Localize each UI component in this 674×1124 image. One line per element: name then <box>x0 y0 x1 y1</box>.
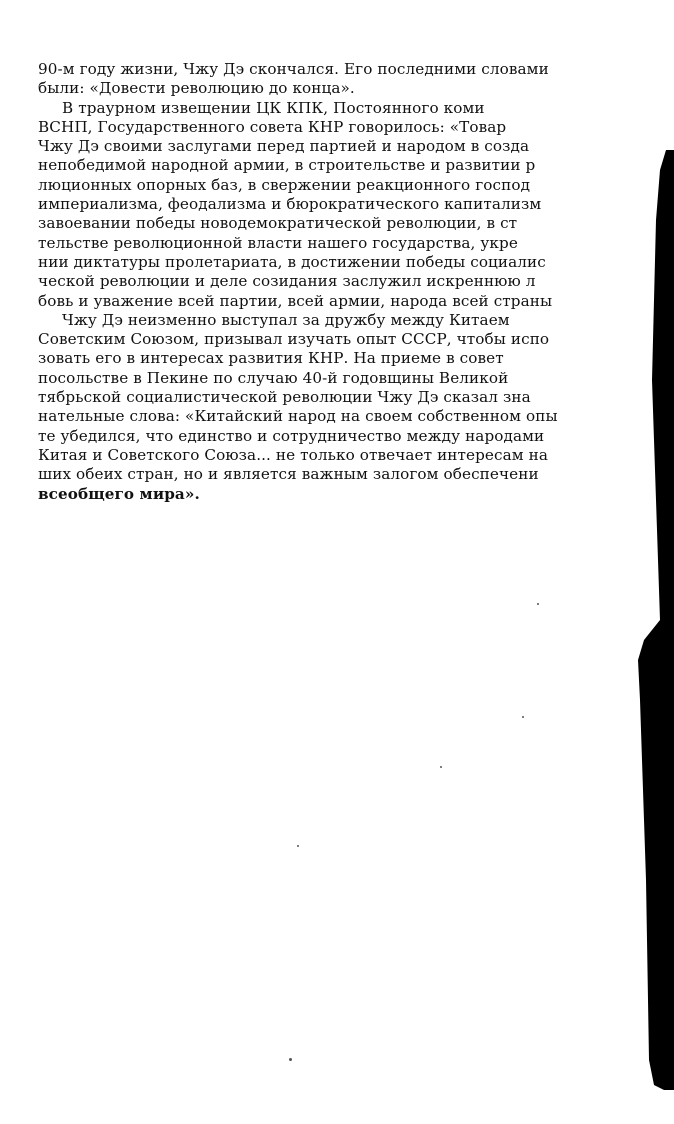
text-line: империализма, феодализма и бюрократического капитализм <box>38 195 542 214</box>
text-line: Чжу Дэ своими заслугами перед партией и народом в созда <box>38 137 530 156</box>
text-line: те убедился, что единство и сотрудничество между народами <box>38 426 545 445</box>
scan-shadow-edge <box>614 0 674 1124</box>
text-line: ших обеих стран, но и является важным залогом обеспечени <box>38 465 539 484</box>
text-line: всеобщего мира». <box>38 484 200 503</box>
text-line: тябрьской социалистической революции Чжу Дэ сказал зна <box>38 388 531 407</box>
text-line: бовь и уважение всей партии, всей армии, народа всей страны <box>38 291 553 310</box>
text-line: Чжу Дэ неизменно выступал за дружбу между Китаем <box>62 310 510 329</box>
text-line: Советским Союзом, призывал изучать опыт СССР, чтобы испо <box>38 330 550 349</box>
text-line: нии диктатуры пролетариата, в достижении победы социалис <box>38 252 546 271</box>
text-line: люционных опорных баз, в свержении реакционного господ <box>38 175 531 194</box>
text-line: ВСНП, Государственного совета КНР говорилось: «Товар <box>38 117 507 136</box>
text-line: В траурном извещении ЦК КПК, Постоянного коми <box>62 98 485 117</box>
scan-speck <box>289 1058 292 1061</box>
text-line: ческой революции и деле созидания заслужил искреннюю л <box>38 272 536 291</box>
scan-speck <box>537 603 539 605</box>
scan-speck <box>297 845 299 847</box>
text-line: 90-м году жизни, Чжу Дэ скончался. Его последними словами <box>38 60 549 78</box>
text-line: непобедимой народной армии, в строительстве и развитии р <box>38 156 536 175</box>
text-line: Китая и Советского Союза... не только отвечает интересам на <box>38 445 548 464</box>
text-line: посольстве в Пекине по случаю 40-й годовщины Великой <box>38 368 509 387</box>
text-line: нательные слова: «Китайский народ на своем собственном опы <box>38 407 558 426</box>
text-line: зовать его в интересах развития КНР. На приеме в совет <box>38 349 504 368</box>
text-line: завоевании победы новодемократической революции, в ст <box>38 214 518 233</box>
body-text <box>38 60 650 504</box>
text-line: тельстве революционной власти нашего государства, укре <box>38 233 518 252</box>
text-line: были: «Довести революцию до конца». <box>38 79 355 98</box>
scan-speck <box>440 766 442 768</box>
scan-speck <box>522 716 524 718</box>
